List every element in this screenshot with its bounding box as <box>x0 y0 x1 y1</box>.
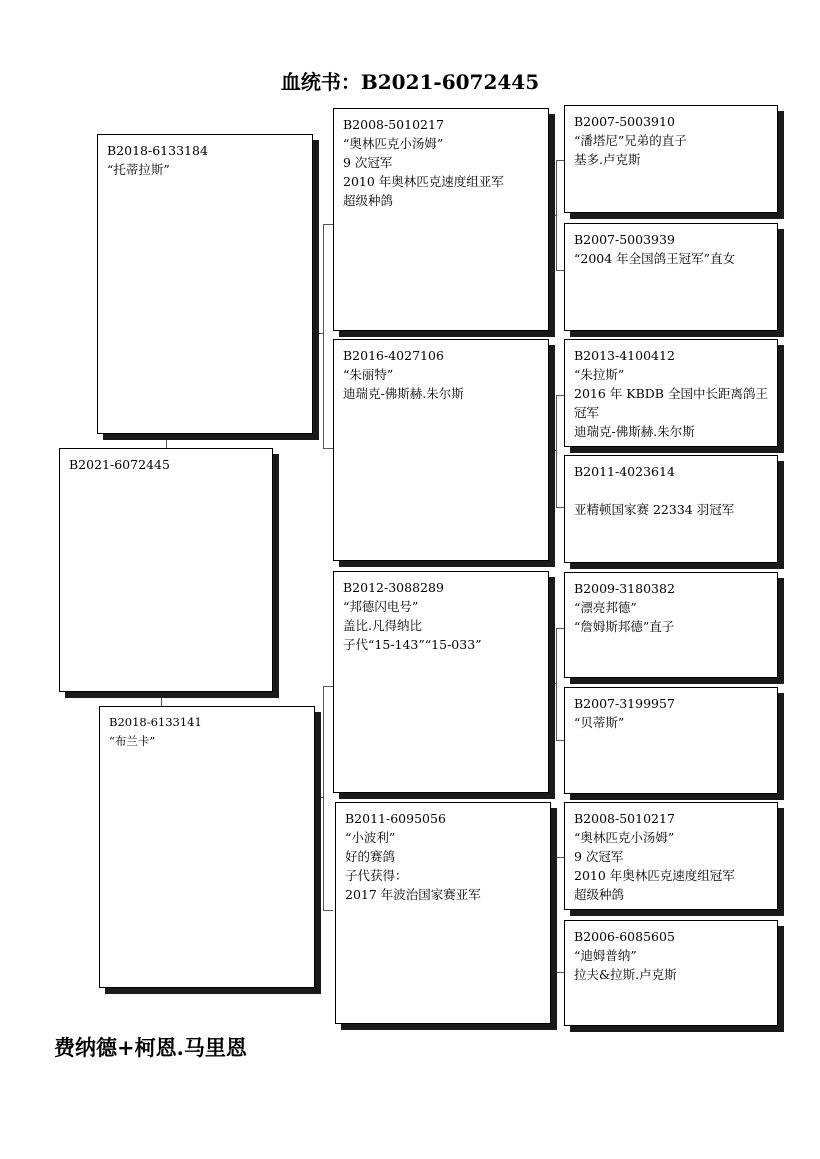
sire-sire-name: “奥林匹克小汤姆” <box>343 136 444 151</box>
sire-ring: B2018-6133184 <box>107 143 208 158</box>
dam-sire-name: “邦德闪电号” <box>343 599 419 614</box>
dds-ring: B2008-5010217 <box>574 811 675 826</box>
connector-line <box>323 686 333 687</box>
connector-line <box>556 857 564 858</box>
sire-sire-box <box>333 108 549 331</box>
connector-line <box>549 215 556 216</box>
connector-line <box>556 972 564 973</box>
sire-sire-line3: 超级种鸽 <box>343 193 394 208</box>
dam-dam-line2: 子代获得： <box>345 868 408 883</box>
connector-line <box>323 686 324 911</box>
dam-box <box>99 706 315 988</box>
connector-line <box>556 270 564 271</box>
connector-line <box>323 448 333 449</box>
connector-line <box>323 224 333 225</box>
ddd-line1: 拉夫&拉斯.卢克斯 <box>574 967 677 982</box>
dsd-box <box>564 687 778 794</box>
ssd-box <box>564 223 778 331</box>
sdd-ring: B2011-4023614 <box>574 464 675 479</box>
connector-line <box>556 740 564 741</box>
connector-line <box>556 395 564 396</box>
sds-ring: B2013-4100412 <box>574 348 675 363</box>
dds-box <box>564 802 778 910</box>
dam-dam-box <box>335 802 551 1024</box>
dss-name: “漂亮邦德” <box>574 600 637 615</box>
connector-line <box>556 628 564 629</box>
ssd-line1: “2004 年全国鸽王冠军”直女 <box>574 251 736 266</box>
connector-line <box>323 910 333 911</box>
sdd-spacer <box>574 481 768 500</box>
dam-sire-ring: B2012-3088289 <box>343 580 444 595</box>
dss-line1: “詹姆斯邦德”直子 <box>574 619 675 634</box>
connector-line <box>556 395 557 507</box>
connector-line <box>313 333 323 334</box>
dam-sire-line1: 盖比.凡得纳比 <box>343 618 422 633</box>
ddd-name: “迪姆普纳” <box>574 948 637 963</box>
connector-line <box>549 450 556 451</box>
connector-line <box>323 224 324 449</box>
connector-line <box>556 857 557 972</box>
page-title: 血统书：B2021-6072445 <box>280 70 540 94</box>
ssd-ring: B2007-5003939 <box>574 232 675 247</box>
sds-box <box>564 339 778 447</box>
sds-line2: 迪瑞克-佛斯赫.朱尔斯 <box>574 424 695 439</box>
ddd-ring: B2006-6085605 <box>574 929 675 944</box>
sire-dam-name: “朱丽特” <box>343 367 394 382</box>
dam-dam-ring: B2011-6095056 <box>345 811 446 826</box>
connector-line <box>556 628 557 740</box>
dam-dam-line3: 2017 年波治国家赛亚军 <box>345 887 481 902</box>
sss-ring: B2007-5003910 <box>574 114 675 129</box>
sire-name: “托蒂拉斯” <box>107 162 170 177</box>
sire-sire-ring: B2008-5010217 <box>343 117 444 132</box>
dam-ring: B2018-6133141 <box>109 715 202 729</box>
subject-ring: B2021-6072445 <box>69 457 170 472</box>
connector-line <box>556 160 557 270</box>
dds-line1: 9 次冠军 <box>574 849 624 864</box>
sire-dam-line1: 迪瑞克-佛斯赫.朱尔斯 <box>343 386 464 401</box>
sdd-line1: 亚精顿国家赛 22334 羽冠军 <box>574 502 735 517</box>
sss-box <box>564 105 778 213</box>
sds-name: “朱拉斯” <box>574 367 625 382</box>
connector-line <box>161 692 162 706</box>
connector-line <box>556 160 564 161</box>
sire-dam-ring: B2016-4027106 <box>343 348 444 363</box>
dds-name: “奥林匹克小汤姆” <box>574 830 675 845</box>
dsd-ring: B2007-3199957 <box>574 696 675 711</box>
dam-name: “布兰卡” <box>109 734 156 748</box>
sds-line1: 2016 年 KBDB 全国中长距离鸽王冠军 <box>574 386 768 420</box>
sire-sire-line1: 9 次冠军 <box>343 155 393 170</box>
sss-line1: “潘塔尼”兄弟的直子 <box>574 133 687 148</box>
dds-line3: 超级种鸽 <box>574 887 625 902</box>
sss-line2: 基多.卢克斯 <box>574 152 641 167</box>
dds-line2: 2010 年奥林匹克速度组冠军 <box>574 868 735 883</box>
dam-dam-name: “小波利” <box>345 830 396 845</box>
dss-box <box>564 572 778 678</box>
dss-ring: B2009-3180382 <box>574 581 675 596</box>
connector-line <box>556 507 564 508</box>
dam-sire-line2: 子代“15-143”“15-033” <box>343 637 482 652</box>
sdd-box <box>564 455 778 563</box>
sire-box <box>97 134 313 434</box>
ddd-box <box>564 920 778 1026</box>
dam-dam-line1: 好的赛鸽 <box>345 849 396 864</box>
dsd-name: “贝蒂斯” <box>574 715 625 730</box>
subject-box <box>59 448 273 692</box>
dam-sire-box <box>333 571 549 793</box>
connector-line <box>166 434 167 448</box>
owner-name: 费纳德+柯恩.马里恩 <box>54 1035 247 1060</box>
sire-sire-line2: 2010 年奥林匹克速度组亚军 <box>343 174 504 189</box>
connector-line <box>549 683 556 684</box>
sire-dam-box <box>333 339 549 561</box>
